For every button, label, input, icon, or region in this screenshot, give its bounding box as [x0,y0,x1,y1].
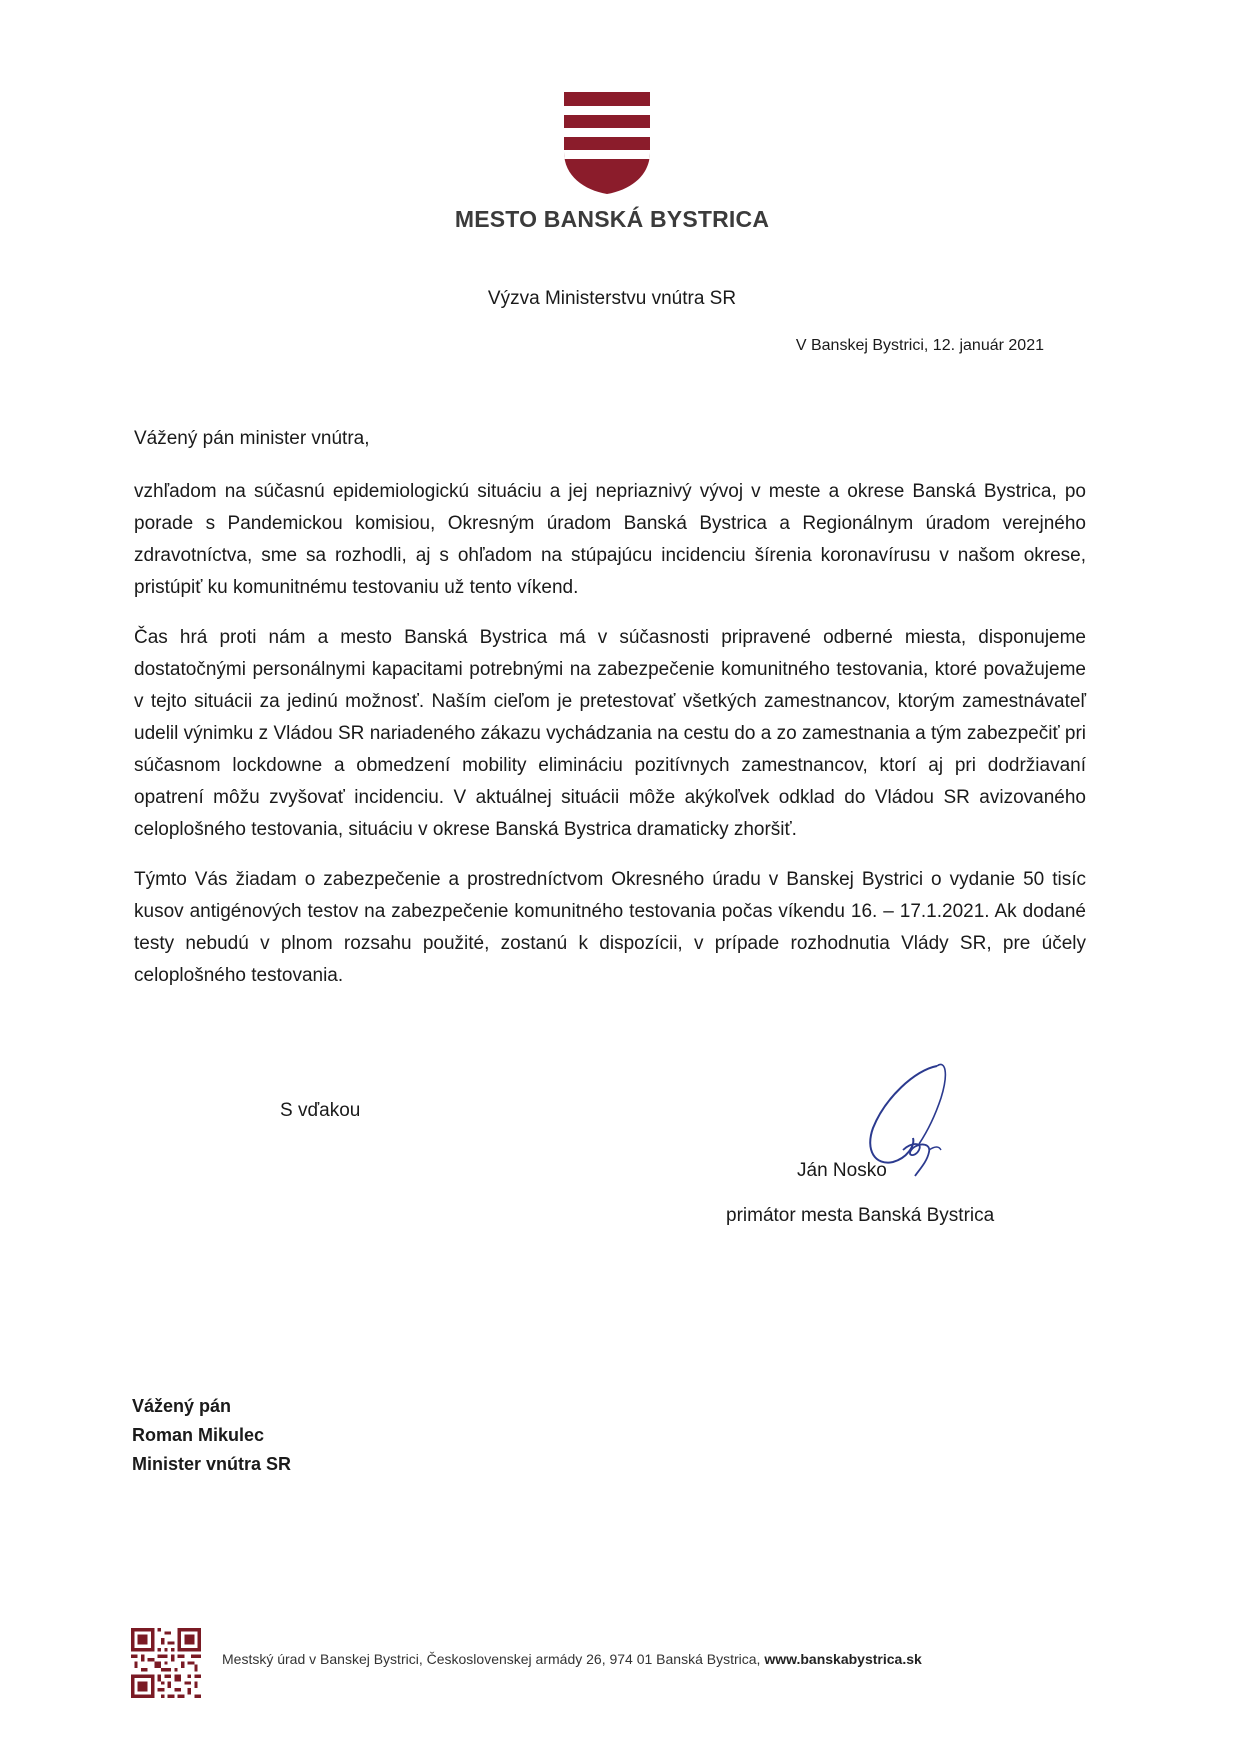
signer-name: Ján Nosko [797,1160,887,1181]
footer-website-link[interactable]: www.banskabystrica.sk [764,1651,922,1667]
paragraph-2: Čas hrá proti nám a mesto Banská Bystrica má v súčasnosti pripravené odberné miesta, disponujeme dostatočnými personálnymi kapacitami potrebnými na zabezpečenie komunitného testovania, ktoré považujeme v tejto situácii za jedinú možnosť. Naším cieľom je pretestovať všetkých zamestnancov, ktorým zamestnávateľ udelil výnimku z Vládou SR nariadeného zákazu vychádzania na cestu do a zo zamestnania a tým zabezpečiť pri súčasnom lockdowne a obmedzení mobility elimináciu pozitívnych zamestnancov, ktorí aj pri dodržiavaní opatrení môžu zvyšovať incidenciu. V aktuálnej situácii môže akýkoľvek odklad do Vládou SR avizovaného celoplošného testovania, situáciu v okrese Banská Bystrica dramaticky zhoršiť. [134,627,1086,840]
document-title: Výzva Ministerstvu vnútra SR [487,288,737,309]
paragraph-1: vzhľadom na súčasnú epidemiologickú situáciu a jej nepriaznivý vývoj v meste a okrese Banská Bystrica, po porade s Pandemickou komisiou, Okresným úradom Banská Bystrica a Regionálnym úradom verejného zdravotníctva, sme sa rozhodli, aj s ohľadom na stúpajúcu incidenciu šírenia koronavírusu v našom okrese, pristúpiť ku komunitnému testovaniu už tento víkend. [134,481,1086,598]
date-line: V Banskej Bystrici, 12. január 2021 [795,337,1044,354]
footer-address [222,1651,922,1667]
recipient-position: Minister vnútra SR [132,1454,292,1474]
closing: S vďakou [280,1100,361,1121]
paragraph-3: Týmto Vás žiadam o zabezpečenie a prostredníctvom Okresného úradu v Banskej Bystrici o vydanie 50 tisíc kusov antigénových testov na zabezpečenie komunitného testovania počas víkendu 16. – 17.1.2021. Ak dodané testy nebudú v plnom rozsahu použité, zostanú k dispozícii, v prípade rozhodnutia Vlády SR, pre účely celoplošného testovania. [134,869,1086,986]
recipient-greeting: Vážený pán [132,1396,232,1416]
recipient-name: Roman Mikulec [132,1425,265,1445]
signer-title: primátor mesta Banská Bystrica [726,1205,995,1226]
letter-body [134,476,1086,1010]
footer-address-text: Mestský úrad v Banskej Bystrici, Československej armády 26, 974 01 Banská Bystrica, [222,1651,765,1667]
qr-code-icon [131,1628,201,1698]
coat-of-arms-icon [562,90,652,196]
recipient-block [132,1392,291,1479]
salutation: Vážený pán minister vnútra, [134,428,370,449]
organization-name: MESTO BANSKÁ BYSTRICA [454,206,770,232]
